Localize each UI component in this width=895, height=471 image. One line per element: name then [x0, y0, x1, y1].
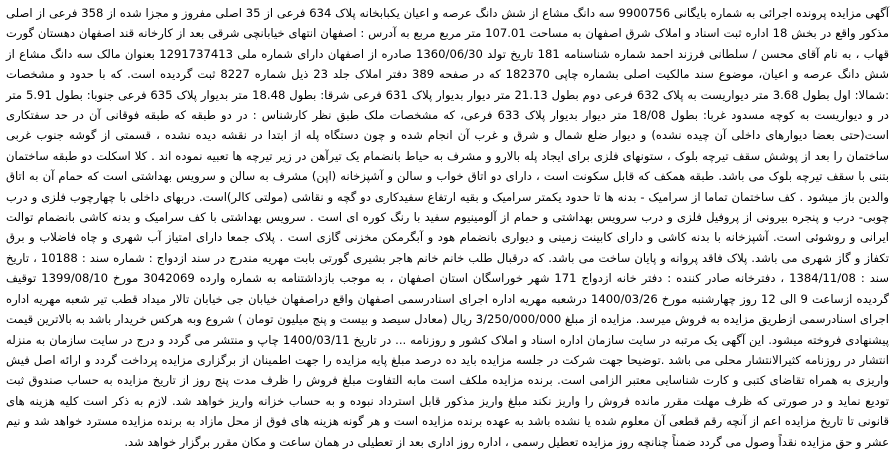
- auction-notice-text: آگهی مزایده پرونده اجرائی به شماره بایگانی 9900756 سه دانگ مشاع از شش دانگ عرصه و اعیان یکبابخانه پلاک 634 فرعی از 35 اصلی مفروز و مجزا شده از 358 فرعی از اصلی مذکور واقع در بخش 18 اداره ثبت اسناد و املاک شرق اصفهان به مساحت 107.01 متر مربع مربع به آدرس : اصفهان انتهای خیابانچی شرقی بعد از کارخانه قند اصفهان دهستان گورت قهاب ، به نام آقای محسن / سلطانی فرزند احمد شماره شناسنامه 181 تاریخ تولد 1360/06/30 صادره از اصفهان دارای شماره ملی 1291737413 بعنوان مالک سه دانگ مشاع از شش دانگ عرصه و اعیان، موضوع سند مالکیت اصلی بشماره چاپی 182370 که در صفحه 389 دفتر املاک جلد 23 ذیل شماره 8227 ثبت گردیده است. که با حدود و مشخصات :شمالا: اول بطول 3.68 متر دیواریست به پلاک 632 فرعی دوم بطول 21.13 متر دیوار بدیوار پلاک 631 فرعی شرقا: بطول 18.48 متر بدیوار پلاک 635 فرعی جنوبا: بطول 5.91 متر در و دیواریست به کوچه مسدود غربا: بطول 18/08 متر دیوار بدیوار پلاک 633 فرعی، که مشخصات ملک طبق نظر کارشناس : در دو طبقه که طبقه فوقانی آن در حد سفتکاری است(حتی بعضا دیوارهای داخلی آن چیده نشده) و دیوار ضلع شمال و شرق و غرب آن انجام شده و چون دستگاه پله از ابتدا در نقشه دیده نشده ، قسمتی از گوشه جنوب غربی ساختمان را بعد از پوشش سقف تیرچه بلوک ، ستونهای فلزی برای ایجاد پله بالارو و مشرف به حیاط بانضمام یک تیرآهن در زیر تیرچه ها تعبیه نموده اند . کلا اسکلت دو طبقه ساختمان بتنی با سقف تیرچه بلوک می باشد. طبقه همکف که قابل سکونت است ، دارای دو اتاق خواب و سالن و آشپزخانه (اپن) مشرف به سالن و سرویس بهداشتی است که حمام آن به اتاق والدین باز میشود . کف ساختمان تماما از سرامیک - بدنه ها تا حدود یکمتر سرامیک و بقیه ارتفاع سفیدکاری دو گچه و نقاشی (مولتی کالر)است. دربهای داخلی با چهارچوب فلزی و درب چوبی- درب و پنجره بیرونی از پروفیل فلزی و درب سرویس بهداشتی و حمام از آلومینیوم سفید با رنگ کوره ای است . سرویس بهداشتی با کف سرامیک و بدنه کاشی بانضمام توالت ایرانی و روشوئی است. آشپزخانه با بدنه کاشی و دارای کابینت زمینی و دیواری بانضمام هود و آبگرمکن مخزنی گازی است . پلاک جمعا دارای امتیاز آب شهری و چاه فاضلاب و برق تکفاز و گاز شهری می باشد. پلاک فاقد پروانه و پایان ساخت می باشد. که درقبال طلب خانم خانم هاجر بشیری گورتی بابت مهریه مندرج در سند ازدواج : شماره سند : 10188 ، تاریخ سند : 1384/11/08 ، دفترخانه صادر کننده : دفتر خانه ازدواج 171 شهر خوراسگان استان اصفهان ، به موجب بازداشتنامه به شماره وارده 3042069 مورخ 1399/08/10 توقیف گردیده ازساعت 9 الی 12 روز چهارشنبه مورخ 1400/03/26 درشعبه مهریه اداره اجرای اسنادرسمی اصفهان واقع دراصفهان خیابان جی خیابان تالار میداد قطب تیر شعبه مهریه اداره اجرای اسنادرسمی ازطریق مزایده به فروش میرسد. مزایده از مبلغ 3/250/000/000 ریال (معادل سیصد و بیست و پنج میلیون تومان ) شروع وبه هرکس خریدار باشد به بالاترین قیمت پیشنهادی فروخته میشود. این آگهی یک مرتبه در سایت سازمان اداره اسناد و املاک کشور و روزنامه ... در تاریخ 1400/03/11 چاپ و منتشر می گردد و درج در سایت سازمان به منزله انتشار در روزنامه کثیرالانتشار محلی می باشد .توضیحا جهت شرکت در جلسه مزایده باید ده درصد مبلغ پایه مزایده را جهت اطمینان از برگزاری مزایده پرداخت گردد و ارائه اصل فیش واریزی به همراه تقاضای کتبی و کارت شناسایی معتبر الزامی است. برنده مزایده ملکف است مابه التفاوت مبلغ فروش را ظرف مدت پنج روز از تاریخ مزایده به حساب صندوق ثبت تودیع نماید و در صورتی که ظرف مهلت مقرر مانده فروش را واریز نکند مبلغ واریز مذکور قابل استرداد نبوده و به حساب خزانه واریز خواهد شد. لازم به ذکر است کلیه هزینه های قانونی تا تاریخ مزایده اعم از آنچه رقم قطعی آن معلوم شده یا نشده باشد به عهده برنده مزایده است و هر گونه هزینه های فوق از محل مازاد به برنده مزایده مسترد خواهد شد و نیم عشر و حق مزایده نقداً وصول می گردد ضمناً چنانچه روز مزایده تعطیل رسمی ، اداره روز اداری بعد از تعطیلی در همان ساعت و مکان مقرر برگزار خواهد شد.: [6, 6, 889, 449]
